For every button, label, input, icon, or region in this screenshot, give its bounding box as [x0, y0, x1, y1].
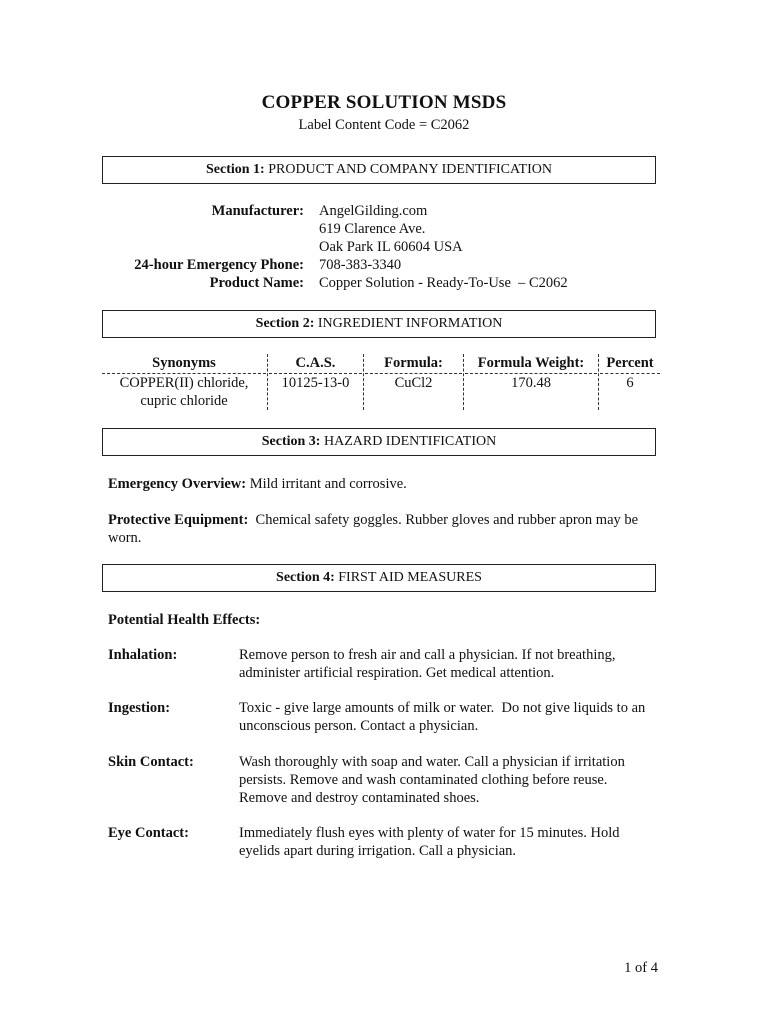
- manufacturer-line-1: AngelGilding.com: [319, 203, 428, 219]
- formula-cell: CuCl2: [394, 375, 433, 391]
- eye-contact-text: Immediately flush eyes with plenty of water for 15 minutes. Hold eyelids apart during irrigation. Call a physician.: [239, 825, 620, 859]
- ingestion-text: Toxic - give large amounts of milk or water. Do not give liquids to an unconscious person. Contact a physician.: [239, 700, 649, 734]
- synonyms-header: Synonyms: [102, 354, 266, 374]
- column-divider: [463, 354, 464, 410]
- label-content-code: Label Content Code = C2062: [298, 117, 470, 133]
- emergency-phone-value: 708-383-3340: [319, 257, 402, 273]
- emergency-overview-label: Emergency Overview:: [108, 476, 247, 492]
- protective-equipment-text: Chemical safety goggles. Rubber gloves and rubber apron may be worn.: [108, 512, 642, 546]
- protective-equipment-label: Protective Equipment:: [108, 512, 249, 528]
- product-name-value: Copper Solution - Ready-To-Use – C2062: [319, 275, 568, 291]
- section-3-header: [102, 428, 656, 456]
- formula-weight-column: [465, 354, 597, 392]
- manufacturer-line-2: 619 Clarence Ave.: [319, 221, 426, 237]
- section-3-label: Section 3:: [261, 434, 321, 449]
- formula-column: [365, 354, 462, 392]
- column-divider: [267, 354, 268, 410]
- section-2-header: [102, 310, 656, 338]
- cas-column: [269, 354, 362, 392]
- manufacturer-line-3: Oak Park IL 60604 USA: [319, 239, 463, 255]
- percent-header: Percent: [600, 354, 660, 374]
- section-1-heading: PRODUCT AND COMPANY IDENTIFICATION: [268, 162, 552, 177]
- section-4-header: [102, 564, 656, 592]
- column-divider: [598, 354, 599, 410]
- document-title: COPPER SOLUTION MSDS: [261, 92, 507, 113]
- eye-contact-label: Eye Contact:: [108, 825, 189, 841]
- potential-health-effects-heading: Potential Health Effects:: [108, 612, 261, 628]
- section-2-heading: INGREDIENT INFORMATION: [317, 316, 503, 331]
- skin-contact-text: Wash thoroughly with soap and water. Call a physician if irritation persists. Remove and wash contaminated clothing before reuse. Remove and destroy contaminated shoes.: [239, 754, 625, 806]
- percent-cell: 6: [626, 375, 634, 391]
- formula-header: Formula:: [365, 354, 462, 374]
- percent-column: [600, 354, 660, 392]
- ingestion-label: Ingestion:: [108, 700, 171, 716]
- synonyms-column: [102, 354, 266, 410]
- section-1-header: [102, 156, 656, 184]
- synonyms-cell-line-2: cupric chloride: [140, 393, 228, 409]
- section-4-heading: FIRST AID MEASURES: [338, 570, 482, 585]
- protective-equipment: [108, 511, 658, 547]
- section-3-heading: HAZARD IDENTIFICATION: [323, 434, 497, 449]
- section-4-label: Section 4:: [276, 570, 335, 585]
- section-2-label: Section 2:: [255, 316, 315, 331]
- inhalation-text: Remove person to fresh air and call a physician. If not breathing, administer artificial respiration. Get medical attention.: [239, 647, 616, 681]
- emergency-overview-text: Mild irritant and corrosive.: [246, 476, 407, 492]
- emergency-phone-label: 24-hour Emergency Phone:: [134, 257, 304, 273]
- column-divider: [363, 354, 364, 410]
- emergency-overview: [108, 475, 658, 493]
- section-1-label: Section 1:: [205, 162, 265, 177]
- formula-weight-cell: 170.48: [511, 375, 551, 391]
- manufacturer-label: Manufacturer:: [211, 203, 304, 219]
- cas-header: C.A.S.: [269, 354, 362, 374]
- skin-contact-label: Skin Contact:: [108, 754, 194, 770]
- product-name-label: Product Name:: [209, 275, 304, 291]
- formula-weight-header: Formula Weight:: [465, 354, 597, 374]
- page-number: 1 of 4: [624, 960, 658, 976]
- synonyms-cell-line-1: COPPER(II) chloride,: [119, 375, 249, 391]
- cas-cell: 10125-13-0: [281, 375, 350, 391]
- inhalation-label: Inhalation:: [108, 647, 178, 663]
